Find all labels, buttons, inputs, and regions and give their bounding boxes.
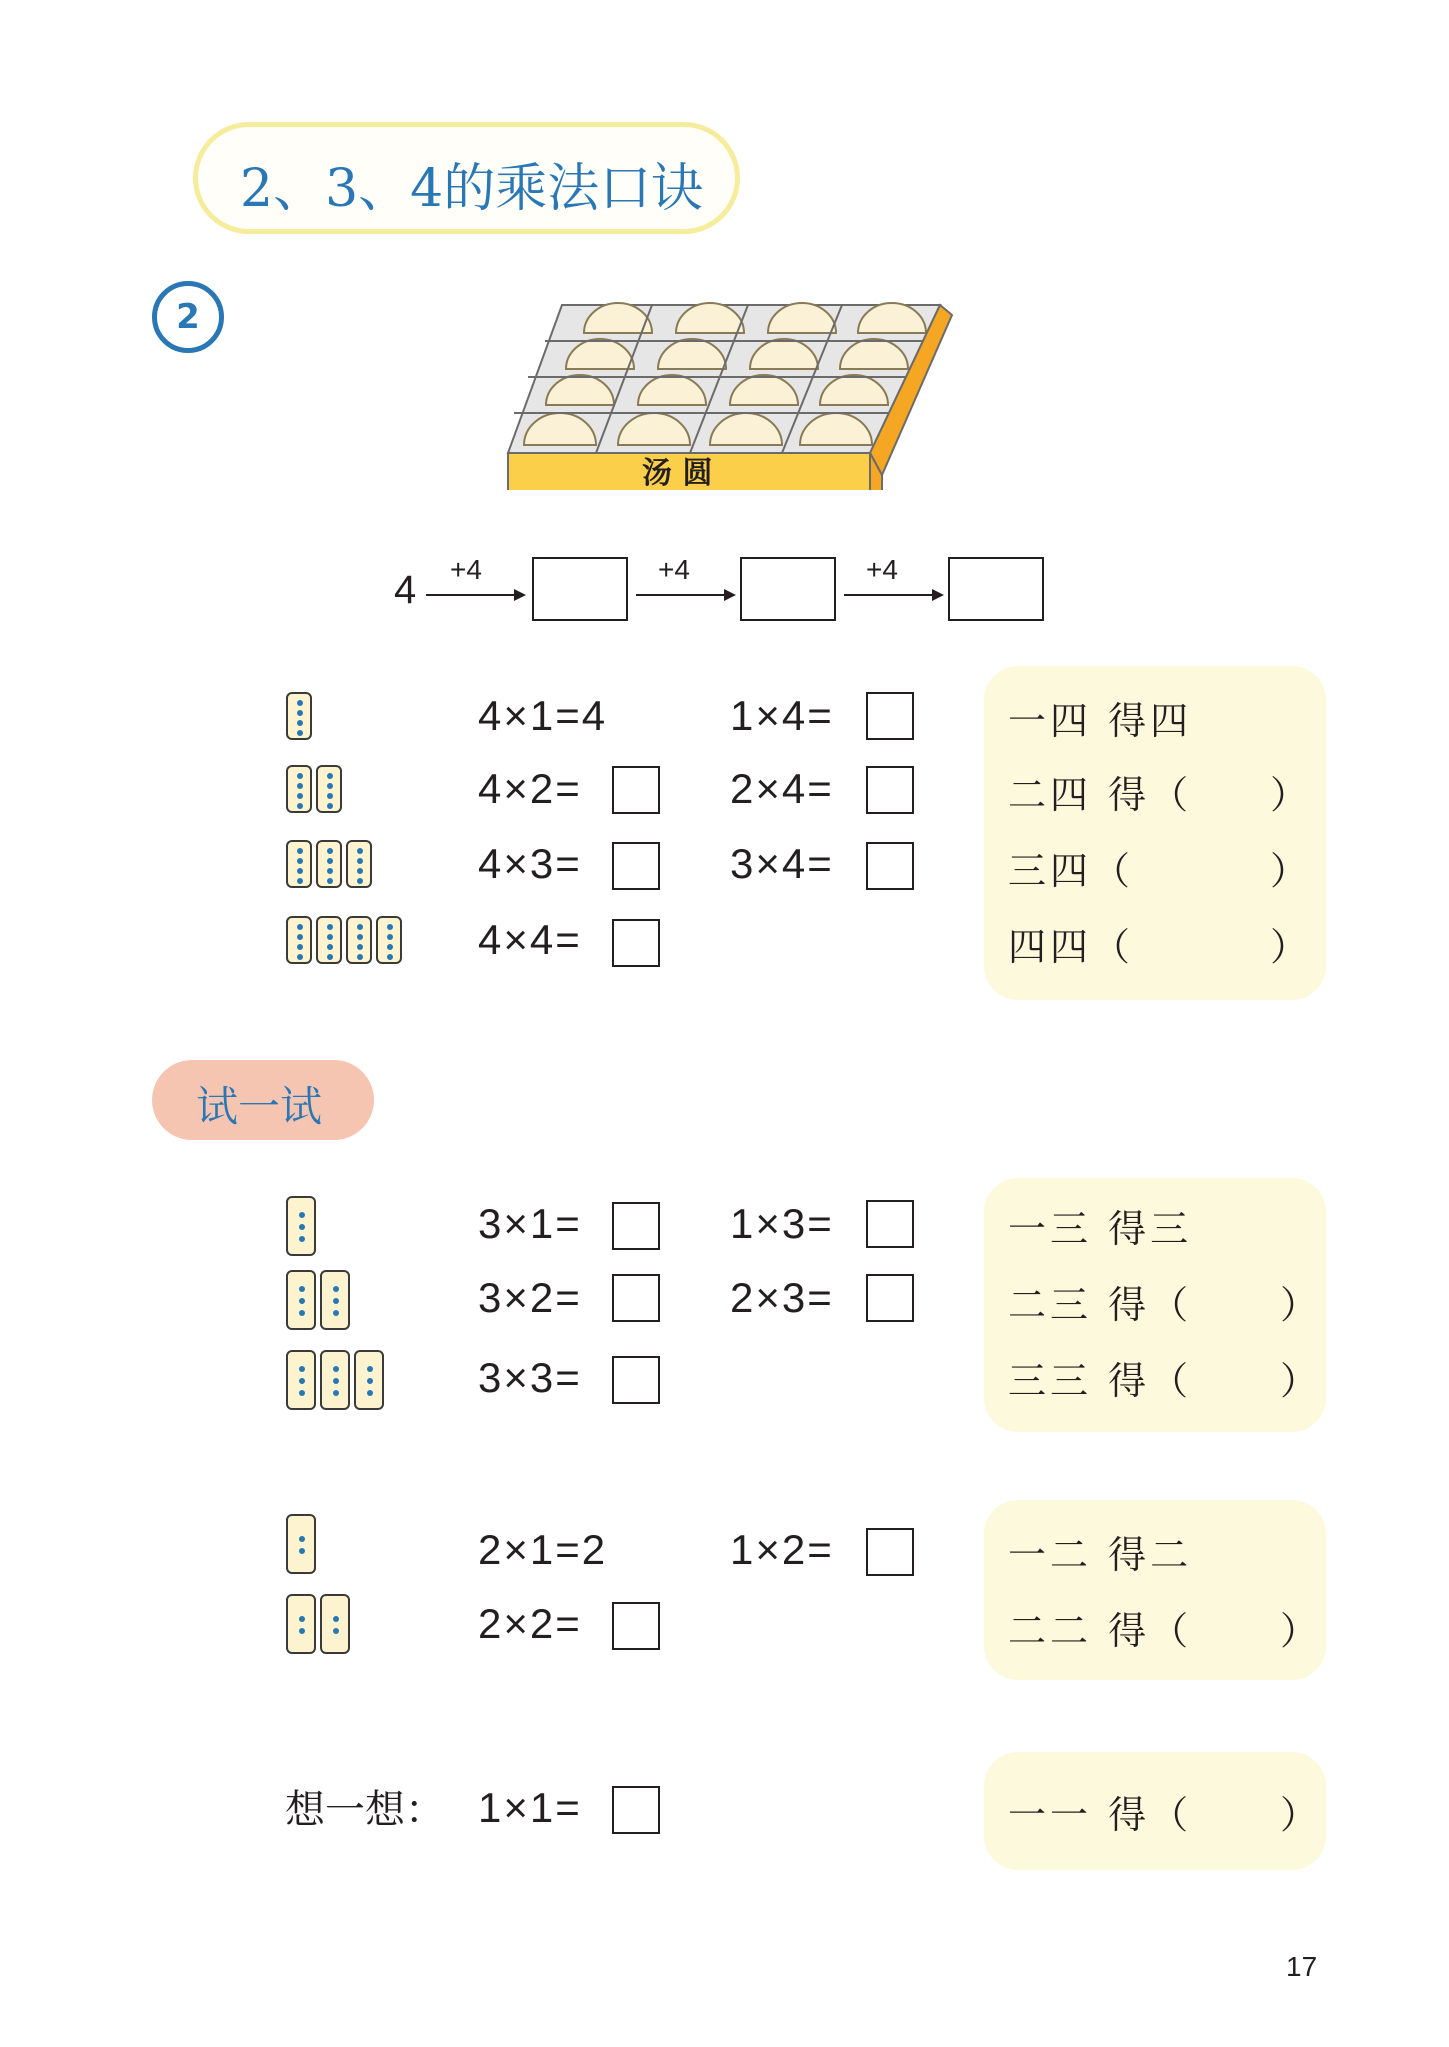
- equation: 2×3=: [730, 1274, 834, 1321]
- answer-box[interactable]: [612, 1356, 660, 1404]
- equation: 3×4=: [730, 840, 834, 887]
- answer-box[interactable]: [612, 1274, 660, 1322]
- rhyme-line: 二四 得（: [1008, 773, 1193, 817]
- answer-box[interactable]: [612, 1602, 660, 1650]
- equation: 4×4=: [478, 916, 582, 963]
- equation: 3×1=: [478, 1200, 582, 1247]
- equation: 3×2=: [478, 1274, 582, 1321]
- tray-label: 汤 圆: [642, 456, 713, 491]
- page-title: 2、3、4的乘法口诀: [240, 159, 704, 219]
- answer-box[interactable]: [612, 842, 660, 890]
- arrow-right-icon: [426, 585, 526, 605]
- rhyme-line: 一三 得三: [1008, 1207, 1193, 1251]
- tangyuan-tray-illustration: [500, 285, 960, 490]
- example-number-badge: 2: [152, 281, 224, 353]
- rhyme-line: 三三 得（: [1008, 1359, 1193, 1403]
- close-paren: ）: [1280, 1609, 1319, 1653]
- rhyme-line: 三四（: [1008, 849, 1135, 893]
- sequence-start: 4: [394, 568, 417, 612]
- close-paren: ）: [1280, 1793, 1319, 1837]
- rhyme-line: 四四（: [1008, 925, 1135, 969]
- answer-box[interactable]: [866, 692, 914, 740]
- sequence-answer-box-1[interactable]: [532, 557, 628, 621]
- equation: 2×1=2: [478, 1526, 608, 1573]
- close-paren: ）: [1270, 773, 1309, 817]
- equation: 4×1=4: [478, 692, 608, 739]
- answer-box[interactable]: [612, 1202, 660, 1250]
- answer-box[interactable]: [866, 766, 914, 814]
- answer-box[interactable]: [612, 766, 660, 814]
- equation: 4×2=: [478, 765, 582, 812]
- answer-box[interactable]: [612, 919, 660, 967]
- sequence-answer-box-3[interactable]: [948, 557, 1044, 621]
- answer-box[interactable]: [866, 1274, 914, 1322]
- equation: 1×2=: [730, 1526, 834, 1573]
- answer-box[interactable]: [612, 1786, 660, 1834]
- equation: 1×3=: [730, 1200, 834, 1247]
- equation: 1×4=: [730, 692, 834, 739]
- equation: 3×3=: [478, 1354, 582, 1401]
- sequence-answer-box-2[interactable]: [740, 557, 836, 621]
- rhyme-line: 二二 得（: [1008, 1609, 1193, 1653]
- arrow-right-icon: [636, 585, 736, 605]
- try-label: 试一试: [196, 1082, 323, 1131]
- sequence-step-2: +4: [658, 554, 690, 585]
- think-label: 想一想：: [285, 1787, 445, 1833]
- close-paren: ）: [1280, 1283, 1319, 1327]
- equation: 1×1=: [478, 1784, 582, 1831]
- sequence-step-3: +4: [866, 554, 898, 585]
- sequence-step-1: +4: [450, 554, 482, 585]
- close-paren: ）: [1270, 849, 1309, 893]
- rhyme-line: 二三 得（: [1008, 1283, 1193, 1327]
- equation: 4×3=: [478, 840, 582, 887]
- answer-box[interactable]: [866, 1200, 914, 1248]
- page-number: 17: [1286, 1951, 1318, 1982]
- rhyme-line: 一一 得（: [1008, 1793, 1193, 1837]
- equation: 2×2=: [478, 1600, 582, 1647]
- close-paren: ）: [1280, 1359, 1319, 1403]
- close-paren: ）: [1270, 925, 1309, 969]
- answer-box[interactable]: [866, 842, 914, 890]
- arrow-right-icon: [844, 585, 944, 605]
- rhyme-line: 一四 得四: [1008, 699, 1193, 743]
- equation: 2×4=: [730, 765, 834, 812]
- rhyme-line: 一二 得二: [1008, 1533, 1193, 1577]
- answer-box[interactable]: [866, 1528, 914, 1576]
